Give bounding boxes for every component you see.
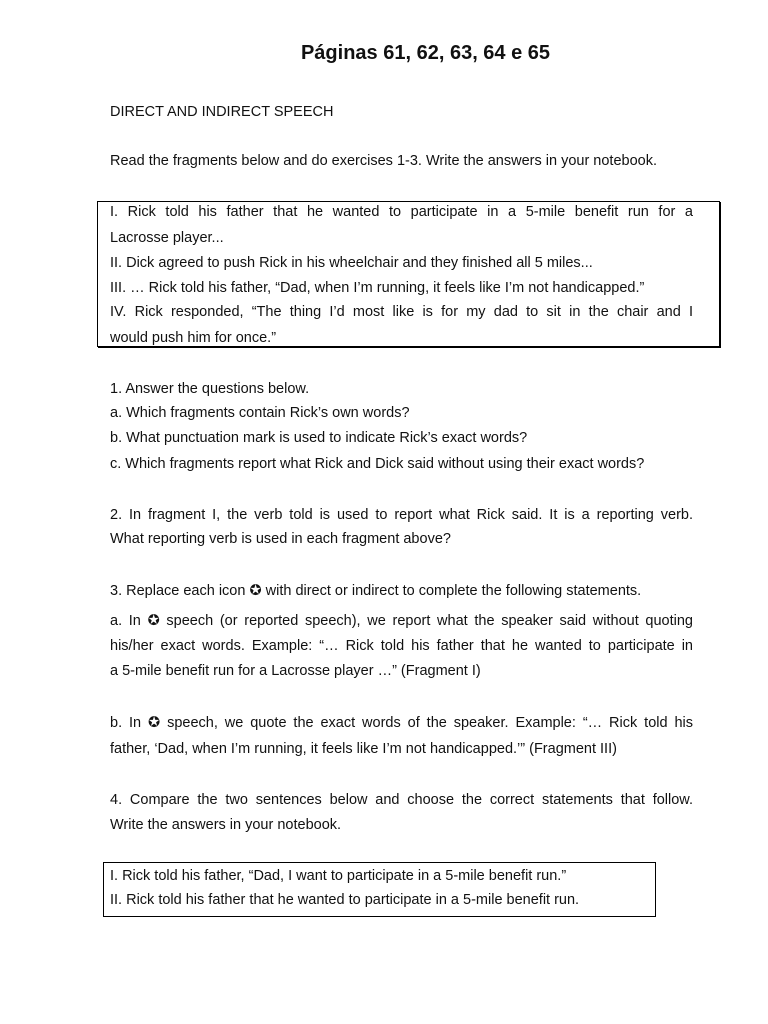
exercise-4-line: 4. Compare the two sentences below and choose the correct statements that follow. [110, 792, 693, 808]
fragment-line: III. … Rick told his father, “Dad, when I’m running, it feels like I’m not handicapped.” [110, 280, 645, 296]
exercise-3-item-b: father, ‘Dad, when I’m running, it feels like I’m not handicapped.’” (Fragment III) [110, 741, 617, 757]
exercise-4-line: Write the answers in your notebook. [110, 817, 342, 833]
exercise-3-question: 3. Replace each icon ✪ with direct or indirect to complete the following statements. [110, 583, 642, 599]
exercise-1-item-b: b. What punctuation mark is used to indicate Rick’s exact words? [110, 430, 528, 446]
exercise-2-line: 2. In fragment I, the verb told is used to report what Rick said. It is a reporting verb. [110, 507, 693, 523]
fragment-line: II. Dick agreed to push Rick in his wheelchair and they finished all 5 miles... [110, 255, 593, 271]
exercise-3-item-a: his/her exact words. Example: “… Rick told his father that he wanted to participate in [110, 638, 693, 654]
section-heading: DIRECT AND INDIRECT SPEECH [110, 104, 334, 120]
compare-sentence-2: II. Rick told his father that he wanted to participate in a 5-mile benefit run. [110, 892, 580, 908]
fragment-line: IV. Rick responded, “The thing I’d most like is for my dad to sit in the chair and I [110, 304, 693, 320]
compare-sentence-1: I. Rick told his father, “Dad, I want to participate in a 5-mile benefit run.” [110, 868, 567, 884]
fragment-line: Lacrosse player... [110, 230, 224, 246]
exercise-1-question: 1. Answer the questions below. [110, 381, 310, 397]
exercise-1-item-a: a. Which fragments contain Rick’s own words? [110, 405, 410, 421]
exercise-3-item-a: a 5-mile benefit run for a Lacrosse player …” (Fragment I) [110, 663, 481, 679]
exercise-3-item-a: a. In ✪ speech (or reported speech), we report what the speaker said without quoting [110, 613, 693, 629]
exercise-3-item-b: b. In ✪ speech, we quote the exact words of the speaker. Example: “… Rick told his [110, 715, 693, 731]
fragment-line: I. Rick told his father that he wanted to participate in a 5-mile benefit run for a [110, 204, 693, 220]
fragment-line: would push him for once.” [110, 330, 277, 346]
page-title: Páginas 61, 62, 63, 64 e 65 [300, 42, 551, 64]
instructions: Read the fragments below and do exercises 1-3. Write the answers in your notebook. [110, 153, 657, 169]
exercise-2-line: What reporting verb is used in each fragment above? [110, 531, 451, 547]
exercise-1-item-c: c. Which fragments report what Rick and Dick said without using their exact words? [110, 456, 645, 472]
fragments-box [97, 201, 720, 347]
